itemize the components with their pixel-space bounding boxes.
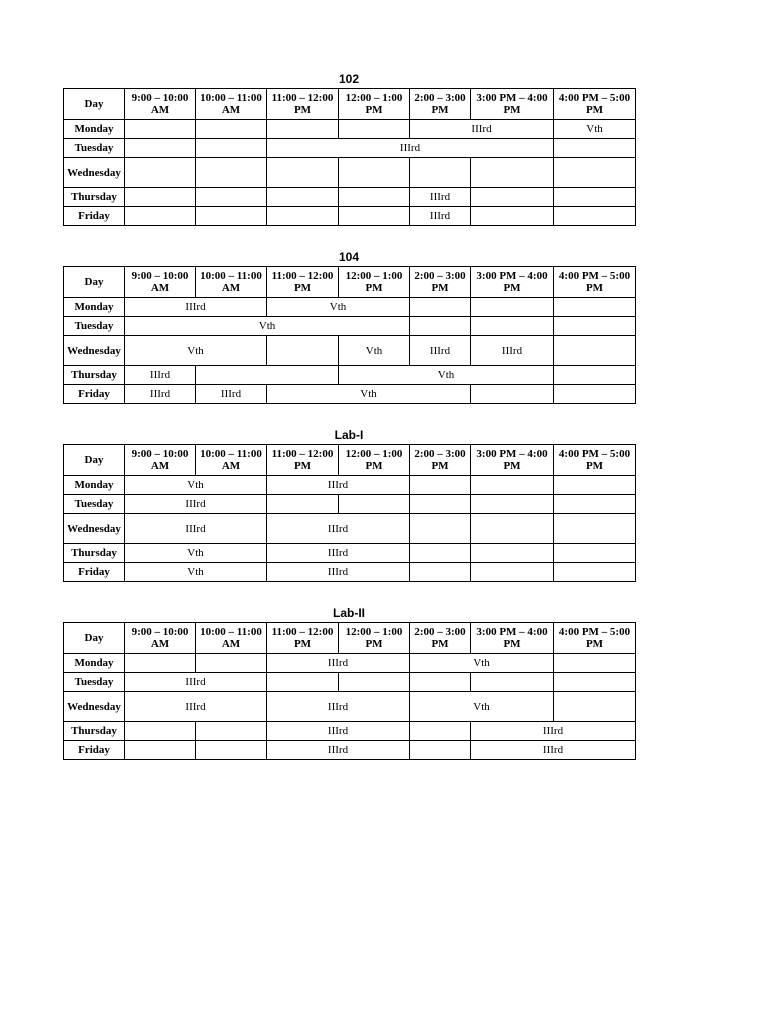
schedule-cell xyxy=(471,317,554,336)
schedule-cell: IIIrd xyxy=(196,385,267,404)
schedule-cell xyxy=(410,476,471,495)
schedule-cell xyxy=(410,673,471,692)
schedule-cell xyxy=(410,158,471,188)
schedule-cell xyxy=(125,654,196,673)
schedule-cell xyxy=(267,158,339,188)
schedule-cell: IIIrd xyxy=(267,563,410,582)
schedule-cell xyxy=(267,673,339,692)
time-slot-header: 9:00 – 10:00 AM xyxy=(125,445,196,476)
schedule-cell: IIIrd xyxy=(267,476,410,495)
schedule-cell xyxy=(471,158,554,188)
table-row xyxy=(64,673,636,692)
schedule-cell: Vth xyxy=(410,654,554,673)
time-slot-header: 4:00 PM – 5:00 PM xyxy=(554,89,636,120)
schedule-cell xyxy=(267,188,339,207)
time-slot-header: 3:00 PM – 4:00 PM xyxy=(471,89,554,120)
header-row xyxy=(64,89,636,120)
schedule-cell: Vth xyxy=(339,366,554,385)
schedule-cell xyxy=(125,722,196,741)
schedule-cell xyxy=(339,158,410,188)
schedule-cell xyxy=(554,336,636,366)
schedule-cell: IIIrd xyxy=(267,741,410,760)
schedule-cell: IIIrd xyxy=(471,722,636,741)
schedule-cell xyxy=(554,158,636,188)
time-slot-header: 11:00 – 12:00 PM xyxy=(267,267,339,298)
schedule-cell xyxy=(410,495,471,514)
table-row xyxy=(64,336,636,366)
time-slot-header: 12:00 – 1:00 PM xyxy=(339,89,410,120)
day-header: Day xyxy=(64,267,125,298)
schedule-cell: IIIrd xyxy=(410,336,471,366)
day-label: Thursday xyxy=(64,188,125,207)
schedule-cell xyxy=(471,385,554,404)
schedule-cell xyxy=(410,298,471,317)
time-slot-header: 10:00 – 11:00 AM xyxy=(196,267,267,298)
schedule-cell xyxy=(554,385,636,404)
table-row xyxy=(64,366,636,385)
schedule-cell xyxy=(196,207,267,226)
schedule-cell: IIIrd xyxy=(471,741,636,760)
day-label: Tuesday xyxy=(64,495,125,514)
table-row xyxy=(64,207,636,226)
schedule-cell xyxy=(554,139,636,158)
time-slot-header: 3:00 PM – 4:00 PM xyxy=(471,445,554,476)
time-slot-header: 3:00 PM – 4:00 PM xyxy=(471,623,554,654)
schedule-cell: IIIrd xyxy=(125,366,196,385)
table-row xyxy=(64,139,636,158)
schedule-cell: Vth xyxy=(339,336,410,366)
schedule-cell: Vth xyxy=(125,476,267,495)
schedule-cell xyxy=(554,673,636,692)
schedule-cell: IIIrd xyxy=(267,544,410,563)
schedule-cell xyxy=(196,366,339,385)
time-slot-header: 12:00 – 1:00 PM xyxy=(339,623,410,654)
schedule-cell xyxy=(196,741,267,760)
day-label: Thursday xyxy=(64,544,125,563)
time-slot-header: 2:00 – 3:00 PM xyxy=(410,623,471,654)
schedule-cell xyxy=(267,495,339,514)
time-slot-header: 2:00 – 3:00 PM xyxy=(410,267,471,298)
day-label: Friday xyxy=(64,385,125,404)
schedule-cell xyxy=(554,476,636,495)
schedule-cell: Vth xyxy=(125,317,410,336)
day-label: Wednesday xyxy=(64,336,125,366)
time-slot-header: 9:00 – 10:00 AM xyxy=(125,267,196,298)
schedule-cell xyxy=(125,188,196,207)
schedule-cell xyxy=(410,563,471,582)
timetable xyxy=(63,88,636,226)
time-slot-header: 3:00 PM – 4:00 PM xyxy=(471,267,554,298)
table-row xyxy=(64,544,636,563)
time-slot-header: 11:00 – 12:00 PM xyxy=(267,445,339,476)
schedule-cell xyxy=(196,654,267,673)
time-slot-header: 10:00 – 11:00 AM xyxy=(196,89,267,120)
time-slot-header: 10:00 – 11:00 AM xyxy=(196,623,267,654)
timetable xyxy=(63,444,636,582)
schedule-cell xyxy=(554,514,636,544)
schedule-cell xyxy=(125,207,196,226)
schedule-cell: IIIrd xyxy=(410,188,471,207)
time-slot-header: 9:00 – 10:00 AM xyxy=(125,89,196,120)
schedule-cell: IIIrd xyxy=(125,298,267,317)
schedule-cell: IIIrd xyxy=(125,495,267,514)
schedule-cell: IIIrd xyxy=(410,120,554,139)
room-block xyxy=(63,248,635,404)
day-label: Friday xyxy=(64,563,125,582)
schedule-cell xyxy=(339,673,410,692)
table-row xyxy=(64,120,636,139)
schedule-cell xyxy=(410,544,471,563)
schedule-cell xyxy=(410,514,471,544)
room-title: 104 xyxy=(338,250,360,264)
header-row xyxy=(64,623,636,654)
schedule-cell: Vth xyxy=(125,544,267,563)
schedule-cell xyxy=(554,563,636,582)
schedule-cell: Vth xyxy=(125,563,267,582)
day-label: Monday xyxy=(64,298,125,317)
schedule-cell xyxy=(410,317,471,336)
time-slot-header: 4:00 PM – 5:00 PM xyxy=(554,267,636,298)
schedule-cell xyxy=(554,544,636,563)
schedule-cell xyxy=(196,139,267,158)
table-row xyxy=(64,158,636,188)
day-label: Monday xyxy=(64,654,125,673)
table-row xyxy=(64,495,636,514)
schedule-cell xyxy=(196,722,267,741)
schedule-cell xyxy=(554,692,636,722)
schedule-cell xyxy=(471,188,554,207)
schedule-cell: IIIrd xyxy=(267,722,410,741)
schedule-cell xyxy=(410,722,471,741)
time-slot-header: 10:00 – 11:00 AM xyxy=(196,445,267,476)
schedule-cell xyxy=(339,120,410,139)
schedule-cell xyxy=(471,207,554,226)
schedule-cell xyxy=(125,741,196,760)
table-row xyxy=(64,188,636,207)
schedule-cell: IIIrd xyxy=(267,692,410,722)
schedule-cell xyxy=(125,139,196,158)
table-row xyxy=(64,298,636,317)
schedule-cell xyxy=(267,120,339,139)
schedule-cell xyxy=(339,495,410,514)
schedule-cell xyxy=(125,158,196,188)
schedule-cell xyxy=(196,188,267,207)
schedule-cell: IIIrd xyxy=(267,654,410,673)
schedule-cell: Vth xyxy=(267,385,471,404)
schedule-cell xyxy=(471,563,554,582)
day-header: Day xyxy=(64,89,125,120)
schedule-cell: IIIrd xyxy=(125,673,267,692)
table-row xyxy=(64,385,636,404)
schedule-cell: Vth xyxy=(410,692,554,722)
timetable xyxy=(63,622,636,760)
schedule-cell: IIIrd xyxy=(410,207,471,226)
table-row xyxy=(64,722,636,741)
schedule-cell xyxy=(554,654,636,673)
time-slot-header: 9:00 – 10:00 AM xyxy=(125,623,196,654)
header-row xyxy=(64,267,636,298)
timetable xyxy=(63,266,636,404)
schedule-cell: Vth xyxy=(125,336,267,366)
table-row xyxy=(64,563,636,582)
schedule-cell xyxy=(471,673,554,692)
schedule-cell xyxy=(471,514,554,544)
room-title: 102 xyxy=(338,72,360,86)
room-title: Lab-II xyxy=(333,606,365,620)
day-label: Monday xyxy=(64,476,125,495)
day-label: Wednesday xyxy=(64,158,125,188)
table-row xyxy=(64,476,636,495)
table-row xyxy=(64,654,636,673)
schedule-cell: IIIrd xyxy=(125,692,267,722)
day-label: Monday xyxy=(64,120,125,139)
day-label: Wednesday xyxy=(64,692,125,722)
day-label: Wednesday xyxy=(64,514,125,544)
schedule-cell: Vth xyxy=(267,298,410,317)
schedule-cell xyxy=(554,366,636,385)
schedule-cell xyxy=(339,207,410,226)
schedule-cell xyxy=(267,336,339,366)
time-slot-header: 12:00 – 1:00 PM xyxy=(339,267,410,298)
day-label: Tuesday xyxy=(64,139,125,158)
schedule-cell xyxy=(554,317,636,336)
day-label: Tuesday xyxy=(64,673,125,692)
time-slot-header: 4:00 PM – 5:00 PM xyxy=(554,623,636,654)
schedule-cell: IIIrd xyxy=(125,385,196,404)
time-slot-header: 12:00 – 1:00 PM xyxy=(339,445,410,476)
table-row xyxy=(64,741,636,760)
header-row xyxy=(64,445,636,476)
day-label: Thursday xyxy=(64,366,125,385)
schedule-cell: IIIrd xyxy=(471,336,554,366)
room-block xyxy=(63,70,635,226)
schedule-cell xyxy=(196,120,267,139)
day-header: Day xyxy=(64,445,125,476)
schedule-cell xyxy=(471,544,554,563)
table-row xyxy=(64,692,636,722)
schedule-cell: Vth xyxy=(554,120,636,139)
room-block xyxy=(63,604,635,760)
schedule-cell xyxy=(554,495,636,514)
schedule-cell xyxy=(554,207,636,226)
schedule-cell xyxy=(554,188,636,207)
schedule-cell xyxy=(554,298,636,317)
time-slot-header: 2:00 – 3:00 PM xyxy=(410,445,471,476)
table-row xyxy=(64,317,636,336)
schedule-cell xyxy=(471,476,554,495)
day-label: Thursday xyxy=(64,722,125,741)
schedule-cell: IIIrd xyxy=(267,514,410,544)
schedule-cell xyxy=(196,158,267,188)
time-slot-header: 11:00 – 12:00 PM xyxy=(267,89,339,120)
room-title: Lab-I xyxy=(334,428,364,442)
schedule-cell xyxy=(410,741,471,760)
schedule-cell xyxy=(125,120,196,139)
schedule-cell xyxy=(267,207,339,226)
room-block xyxy=(63,426,635,582)
table-row xyxy=(64,514,636,544)
time-slot-header: 11:00 – 12:00 PM xyxy=(267,623,339,654)
day-label: Friday xyxy=(64,207,125,226)
schedule-cell xyxy=(471,298,554,317)
schedule-cell xyxy=(339,188,410,207)
day-label: Tuesday xyxy=(64,317,125,336)
schedule-cell: IIIrd xyxy=(125,514,267,544)
schedule-cell xyxy=(471,495,554,514)
schedule-cell: IIIrd xyxy=(267,139,554,158)
time-slot-header: 4:00 PM – 5:00 PM xyxy=(554,445,636,476)
day-label: Friday xyxy=(64,741,125,760)
time-slot-header: 2:00 – 3:00 PM xyxy=(410,89,471,120)
day-header: Day xyxy=(64,623,125,654)
